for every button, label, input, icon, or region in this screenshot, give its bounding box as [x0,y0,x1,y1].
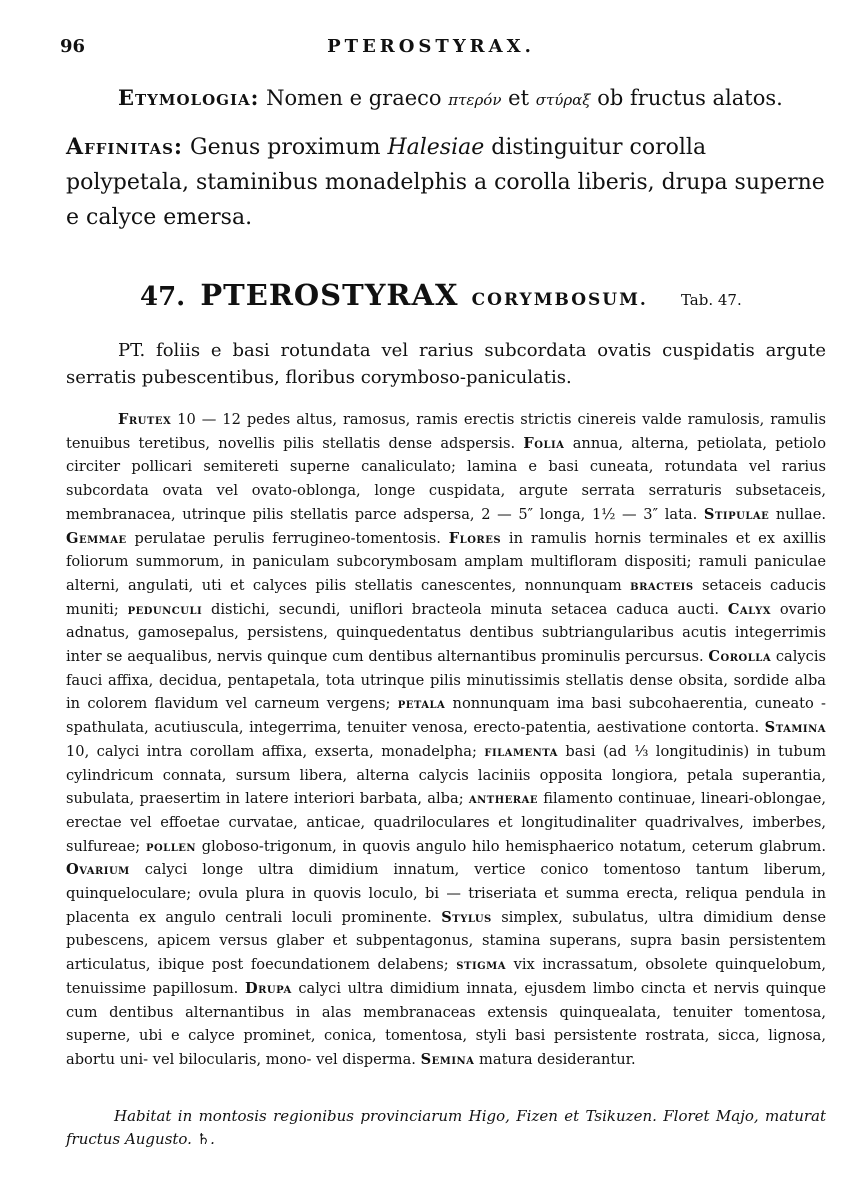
species-genus: PTEROSTYRAX [200,278,459,312]
description-paragraph [66,408,826,1072]
description-text: nonnunquam ima basi subcohaerentia, cuneato - spathulata, acutiuscula, integerrima, tenuiter venosa, erecto-patentia, aestivatione contorta. [66,695,826,737]
species-heading [140,278,840,312]
affinity-paragraph [66,130,826,235]
etymology-text-c: ob fructus alatos. [597,86,783,110]
affinity-label: Affinitas: [66,134,184,160]
description-text: distichi, secundi, uniflori bracteola minuta setacea caduca aucti. [202,600,728,618]
description-term: Calyx [727,600,771,618]
description-text: vix incrassatum, obsolete quinquelobum, tenuissime papillosum. [66,956,826,997]
description-text: annua, alterna, petiolata, petiolo circiter pollicari semitereti superne canaliculato; lamina e basi cuneata, rotundata vel rarius subcordata ovata vel ovato-oblonga, longe cuspidata, argute serrata serraturis subsetaceis, membranacea, utrinque pilis stellatis parce adspersa, 2 — 5″ longa, 1½ — 3″ lata. [66,434,826,523]
description-term: Stylus [441,908,492,926]
etymology-text-a: Nomen e graeco [266,86,442,110]
description-term: pedunculi [127,600,203,618]
description-text: 10 — 12 pedes altus, ramosus, ramis erectis strictis cinereis valde ramulosis, ramulis tenuibus teretibus, novellis pilis stellatis dense adspersis. [66,411,826,452]
description-term: Corolla [708,648,772,666]
description-term: pollen [145,837,197,855]
page-header [60,36,802,62]
diagnosis-paragraph: PT. foliis e basi rotundata vel rarius subcordata ovatis cuspidatis argute serratis pubescentibus, floribus corymboso-paniculatis. [66,340,826,388]
habitat-paragraph: Habitat in montosis regionibus provinciarum Higo, Fizen et Tsikuzen. Floret Majo, maturat fructus Augusto. ♄. [66,1107,826,1148]
affinity-text-a: Genus proximum [190,135,381,160]
description-term: Drupa [244,979,292,997]
description-term: Semina [420,1050,475,1068]
description-term: Stipulae [703,505,770,523]
etymology-greek-1: πτερόν [448,91,502,109]
description-term: Ovarium [66,861,130,879]
description-text: globoso-trigonum, in quovis angulo hilo hemisphaerico notatum, ceterum glabrum. [196,837,826,855]
etymology-paragraph [118,85,828,110]
description-term: bracteis [630,576,694,594]
description-text: calyci longe ultra dimidium innatum, vertice conico tomentoso tantum liberum, quinqueloculare; ovula plura in quovis loculo, bi — triseriata et summa erecta, reliqua pendula in placenta ex angulo centrali loculi prominente. [66,861,826,926]
plate-reference: Tab. 47. [680,291,742,309]
description-text: simplex, subulatus, ultra dimidium dense pubescens, apicem versus glaber et subpentagonus, stamina superans, supra basin persistentem articulatus, ibique post foecundationem delabens; [66,908,826,974]
description-text: 10, calyci intra corollam affixa, exserta, monadelpha; [66,742,485,760]
description-text: calycis fauci affixa, decidua, pentapetala, tota utrinque pilis minutissimis stellatis dense obsita, sordide alba in colorem flavidum vel carneum vergens; [66,648,826,713]
description-text: setaceis caducis muniti; [66,576,826,618]
description-term: Folia [523,434,565,452]
description-text: basi (ad ⅓ longitudinis) in tubum cylindricum connata, sursum libera, alterna calycis laciniis opposita longiora, petala superantia, subulata, praesertim in latere interiori barbata, alba; [66,742,826,808]
description-term: stigma [456,956,507,974]
description-term: Flores [448,529,502,547]
species-epithet: CORYMBOSUM. [471,290,648,310]
description-term: filamenta [484,742,558,760]
description-text: in ramulis hornis terminales et ex axillis foliorum summorum, in paniculam subcorymbosam amplam multifloram dispositi; ramuli paniculae alterni, angulati, uti et calyces pilis stellatis canescentes, nonnunquam [66,529,826,594]
description-text: matura desiderantur. [474,1050,636,1068]
running-title: PTEROSTYRAX. [327,36,535,57]
description-term: Gemmae [66,529,127,547]
species-number: 47. [140,282,186,312]
description-text: perulatae perulis ferrugineo-tomentosis. [126,529,449,547]
page-number: 96 [60,36,86,57]
description-text: calyci ultra dimidium innata, ejusdem limbo cincta et nervis quinque cum dentibus alternantibus in alas membranaceas extensis quinquealata, tenuiter tomentosa, superne, ubi e calyce prominet, conica, tomentosa, styli basi persistente rostrata, sicca, lignosa, abortu uni- vel bilocularis, mono- vel disperma. [66,979,826,1068]
description-term: Frutex [118,411,172,428]
description-term: Stamina [764,719,826,737]
description-term: petala [397,695,446,713]
description-text: nullae. [769,505,826,523]
description-term: antherae [468,790,538,808]
etymology-label: Etymologia: [118,85,260,110]
affinity-genus: Halesiae [387,135,485,160]
etymology-text-b: et [508,86,530,110]
description-text: filamento continuae, lineari-oblongae, erectae vel effoetae curvatae, anticae, quadriloculares et longitudinaliter quadrivalves, imberbes, sulfureae; [66,790,826,855]
affinity-text-b: distinguitur corolla polypetala, staminibus monadelphis a corolla liberis, drupa superne e calyce emersa. [66,135,825,230]
etymology-greek-2: στύραξ [535,91,591,109]
description-text: ovario adnatus, gamosepalus, persistens, quinquedentatus dentibus subtriangularibus acutis integerrimis inter se aequalibus, nervis quinque cum dentibus alternantibus prominulis percursus. [66,600,826,666]
